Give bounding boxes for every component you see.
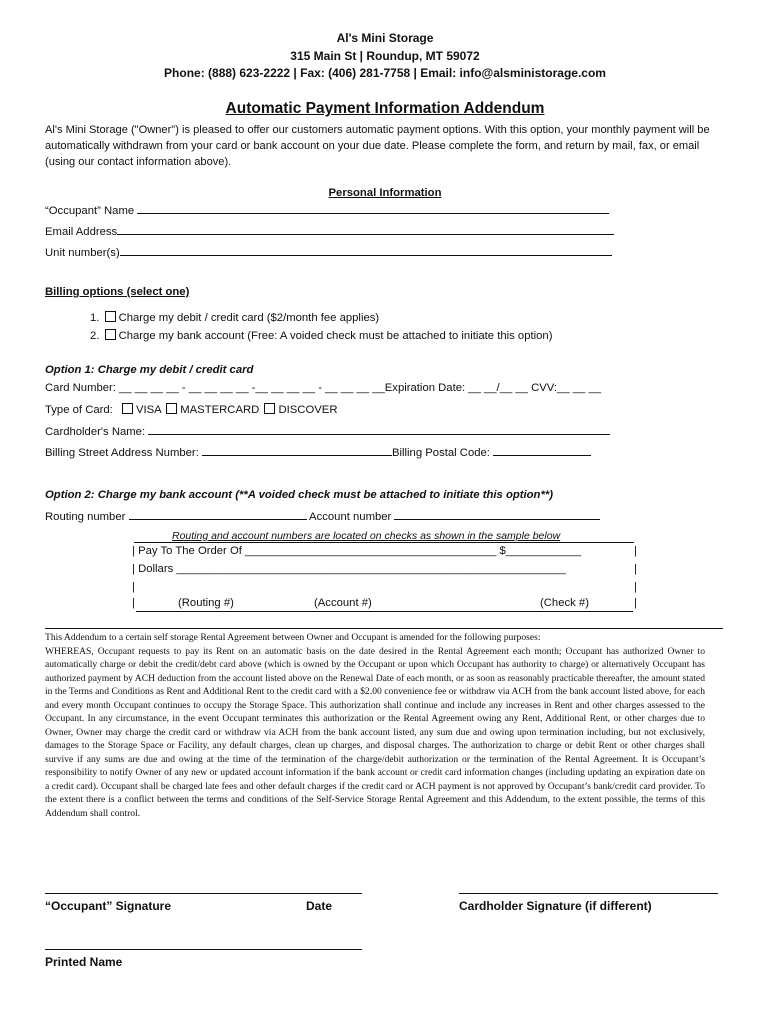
- legal-intro: This Addendum to a certain self storage Rental Agreement between Owner and Occupant is amended for the following purposes:: [45, 632, 541, 643]
- card-type-label: Type of Card:: [45, 404, 113, 416]
- check-right-border: |: [634, 581, 637, 593]
- card-number-row[interactable]: Card Number: __ __ __ __ - __ __ __ __ -__ __ __ __ - __ __ __ __Expiration Date: __ __/__ __ CVV:__ __ __: [45, 382, 602, 394]
- unit-row: [45, 244, 612, 261]
- checkbox-visa[interactable]: [122, 403, 133, 414]
- billing-option-2[interactable]: [90, 328, 552, 344]
- option-1-number: 1.: [90, 312, 100, 324]
- check-right-border: |: [634, 597, 637, 609]
- billing-heading: Billing options (select one): [45, 286, 190, 298]
- cardholder-label: Cardholder's Name:: [45, 426, 146, 438]
- check-dollars: | Dollars ______________________________________________________________: [132, 563, 566, 575]
- printed-name-line[interactable]: [45, 949, 362, 950]
- option-2-number: 2.: [90, 330, 100, 342]
- card-type-row: [45, 402, 337, 418]
- legal-text: [45, 631, 705, 820]
- page-title: Automatic Payment Information Addendum: [225, 100, 545, 117]
- occupant-signature-line[interactable]: [45, 893, 362, 894]
- cardholder-field[interactable]: [148, 423, 610, 435]
- check-right-border: |: [634, 563, 637, 575]
- cardholder-row: [45, 423, 610, 440]
- checkbox-card[interactable]: [105, 311, 116, 322]
- checkbox-bank[interactable]: [105, 329, 116, 340]
- cardholder-signature-line[interactable]: [459, 893, 718, 894]
- date-label: Date: [306, 899, 333, 913]
- check-routing-label: (Routing #): [178, 597, 234, 609]
- occupant-signature-label: “Occupant” Signature: [45, 899, 172, 913]
- billing-postal-field[interactable]: [493, 444, 591, 456]
- email-label: Email Address: [45, 226, 118, 238]
- check-pay-to: | Pay To The Order Of ________________________________________ $____________: [132, 545, 582, 557]
- personal-info-heading: Personal Information: [328, 187, 442, 199]
- check-top-border: [134, 542, 634, 543]
- option-1-label: Charge my debit / credit card ($2/month fee applies): [118, 312, 380, 324]
- company-name: Al's Mini Storage: [336, 31, 434, 45]
- check-left-border: |: [132, 581, 135, 593]
- mastercard-label: MASTERCARD: [180, 404, 260, 416]
- check-number-label: (Check #): [540, 597, 589, 609]
- routing-field[interactable]: [129, 508, 307, 520]
- intro-paragraph: Al's Mini Storage ("Owner") is pleased to offer our customers automatic payment options. With this option, your monthly payment will be automatically withdrawn from your card or bank account on your due date. Please complete the form, and return by mail, fax, or email (using our contact information above).: [45, 124, 710, 168]
- cardholder-signature-label: Cardholder Signature (if different): [459, 899, 652, 913]
- check-right-border: |: [634, 545, 637, 557]
- occupant-name-field[interactable]: [137, 202, 609, 214]
- company-contact: Phone: (888) 623-2222 | Fax: (406) 281-7758 | Email: info@alsministorage.com: [164, 66, 606, 80]
- option-1-heading: Option 1: Charge my debit / credit card: [45, 364, 254, 376]
- company-address: 315 Main St | Roundup, MT 59072: [290, 49, 480, 63]
- checkbox-discover[interactable]: [264, 403, 275, 414]
- billing-option-1[interactable]: [90, 310, 379, 326]
- printed-name-label: Printed Name: [45, 955, 123, 969]
- billing-street-label: Billing Street Address Number:: [45, 447, 199, 459]
- account-field[interactable]: [394, 508, 600, 520]
- option-2-heading: Option 2: Charge my bank account (**A voided check must be attached to initiate this option**): [45, 489, 554, 501]
- bank-numbers-row: [45, 508, 600, 525]
- email-row: [45, 223, 614, 240]
- billing-address-row: [45, 444, 591, 461]
- unit-label: Unit number(s): [45, 247, 120, 259]
- check-bottom-border: [136, 611, 633, 612]
- section-divider: [45, 628, 723, 629]
- check-left-border: |: [132, 597, 135, 609]
- routing-label: Routing number: [45, 511, 126, 523]
- billing-postal-label: Billing Postal Code:: [391, 447, 490, 459]
- option-2-label: Charge my bank account (Free: A voided check must be attached to initiate this option): [118, 330, 553, 342]
- discover-label: DISCOVER: [278, 404, 338, 416]
- check-account-label: (Account #): [314, 597, 372, 609]
- email-field[interactable]: [117, 223, 614, 235]
- checkbox-mastercard[interactable]: [166, 403, 177, 414]
- occupant-name-label: “Occupant” Name: [45, 205, 135, 217]
- legal-whereas: WHEREAS, Occupant requests to pay its Rent on an automatic basis on the date desired in the Rental Agreement each month; Occupant has authorized Owner to automatically charge or debit the credit/debt card above (which is owned by the Occupant or upon which Occupant has authority to charge) or alternatively Occupant has authorized payment by ACH deduction from the account listed above on the Renewal Date of each month, or as soon as reasonably practicable thereafter, the amount stated in the Terms and Conditions as Rent and Additional Rent to the credit card with a $2.00 convenience fee or withdraw via ACH from the bank account listed above, for each and every month Occupant continues to occupy the Storage Space. This authorization shall continue and include any increases in Rent and other charges assessed to the Occupant. In any circumstance, in the event Occupant terminates this authorization or the Rental Agreement owing any Rent, Additional Rent, or other charges due to Owner, Owner may charge the credit card or withdraw via ACH from the bank account listed, any sum due and owing upon termination including, but not exclusively, damages to the Storage Space or Facility, any default charges, clean up charges, and disposal charges. The authorization to charge or debit Rent or other charges shall survive if any sums are due and owing at the time of the termination of the charge/debit authorization or the termination of the Rental Agreement. It is Occupant’s responsibility to notify Owner of any new or updated account information if the bank account or credit card information changes (including updating an expiration date on a credit card). Occupant shall be charged late fees and other default charges if the credit card or ACH payment is not approved by Occupant’s bank/credit card provider. To the extent there is a conflict between the terms and conditions of the Self-Service Storage Rental Agreement and this Addendum, to the extent possible, the terms of this Addendum shall control.: [45, 645, 705, 819]
- account-label: Account number: [309, 511, 392, 523]
- visa-label: VISA: [135, 404, 162, 416]
- occupant-name-row: [45, 202, 609, 219]
- billing-street-field[interactable]: [202, 444, 392, 456]
- sample-note: Routing and account numbers are located on checks as shown in the sample below: [172, 530, 561, 542]
- unit-field[interactable]: [120, 244, 612, 256]
